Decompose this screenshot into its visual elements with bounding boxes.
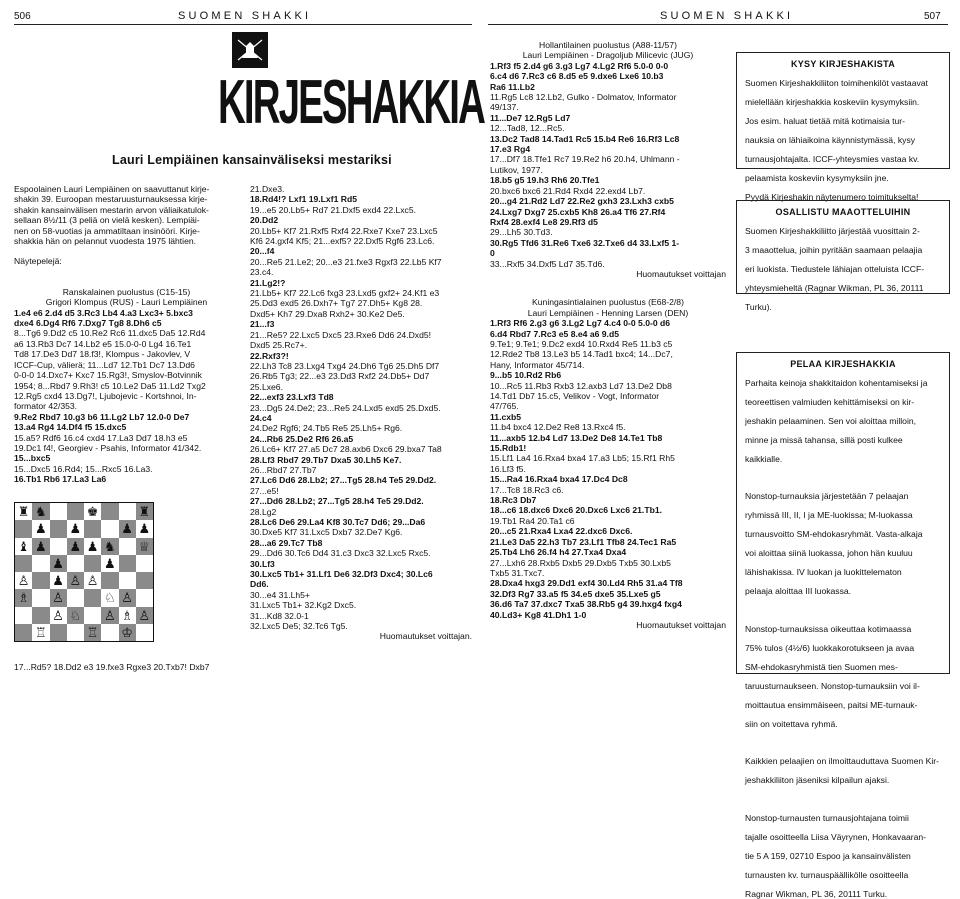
sidebar-line: lähishakissa. IV luokan ja luokittelematon	[745, 567, 902, 578]
board-square	[136, 555, 153, 572]
move-line: Turku).	[745, 301, 772, 312]
board-square: ♞	[101, 538, 118, 555]
board-square	[50, 624, 67, 641]
right-header-rule	[488, 24, 948, 25]
move-line: 30...e4 31.Lh5+	[250, 589, 310, 600]
board-square: ♗	[15, 589, 32, 606]
board-square: ♟	[50, 555, 67, 572]
board-square: ♟	[84, 538, 101, 555]
board-square	[32, 589, 49, 606]
board-square: ♘	[67, 607, 84, 624]
move-line: Kf6 24.gxf4 Kf5; 21...exf5? 22.Dxf5 Rgf6 23.Lc6.	[250, 236, 435, 247]
board-square: ♖	[32, 624, 49, 641]
sidebar-line: Nonstop-turnauksia järjestetään 7 pelaajan	[745, 491, 909, 502]
move-line: a6 13.Rb3 Dc7 14.Lb2 e5 15.0-0-0 Lg4 16.Te1	[14, 338, 192, 349]
board-square: ♟	[32, 520, 49, 537]
move-line: 11.Rg5 Lc8 12.Lb2, Gulko - Dolmatov, Informator	[490, 92, 677, 103]
sidebar-line: teoreettisen valmiuden kehittämiseksi on kir-	[745, 396, 915, 407]
sidebar-line: tajalle osoitteella Liisa Väyrynen, Honkavaaran-	[745, 831, 927, 842]
board-square	[101, 520, 118, 537]
chess-diagram	[14, 502, 154, 642]
board-square: ♟	[32, 538, 49, 555]
sidebar-line: taruusturnaukseen. Nonstop-turnauksiin voi il-	[745, 680, 920, 691]
osallistu-box	[736, 200, 950, 312]
board-square: ♞	[32, 503, 49, 520]
sidebar-line: turnausvoitto SM-ehdokasryhmät. Vasta-alkaja	[745, 529, 923, 540]
move-line: 11...De7 12.Rg5 Ld7	[490, 112, 571, 123]
move-line: 27...Lxh6 28.Rxb5 Dxb5 29.Dxb5 Txb5 30.Lxb5	[490, 557, 671, 568]
move-line: 15...Ra4 16.Rxa4 bxa4 17.Dc4 Dc8	[490, 474, 628, 485]
move-line: 28...a6 29.Tc7 Tb8	[250, 537, 323, 548]
board-square: ♘	[101, 589, 118, 606]
move-line: 22...exf3 23.Lxf3 Td8	[250, 392, 334, 403]
board-square	[84, 589, 101, 606]
move-line: yhteysmieheltä (Ragnar Wikman, PL 36, 20111	[745, 282, 924, 293]
move-line: Lutikov, 1977.	[490, 164, 543, 175]
sidebar-line: Ragnar Wikman, PL 36, 20111 Turku.	[745, 888, 888, 899]
board-square: ♗	[119, 607, 136, 624]
move-line: 1.Rf3 f5 2.d4 g6 3.g3 Lg7 4.Lg2 Rf6 5.0-0 0-0	[490, 60, 669, 71]
move-line: dxe4 6.Dg4 Rf6 7.Dxg7 Tg8 8.Dh6 c5	[14, 318, 162, 329]
move-line: sellaan 8½/11 (3 peliä on vielä kesken). Lempiäi-	[14, 215, 200, 226]
sidebar-line: kaikkialle.	[745, 453, 783, 464]
move-line: 22.Rxf3?!	[250, 350, 289, 361]
move-line: 27.Lc6 Dd6 28.Lb2; 27...Tg5 28.h4 Te5 29.Dd2.	[250, 475, 437, 486]
move-line: 20.Lb5+ Kf7 21.Rxf5 Rxf4 22.Rxe7 Kxe7 23.Lxc5	[250, 225, 438, 236]
move-line: Ra6 11.Lb2	[490, 81, 535, 92]
board-square	[32, 607, 49, 624]
move-line: 21.Lb5+ Kf7 22.Lc6 fxg3 23.Lxd5 gxf2+ 24.Kf1 e3	[250, 288, 440, 299]
sidebar-line: turnausten kv. turnauspäällikölle osoitteella	[745, 869, 909, 880]
move-line: 9...b5 10.Rd2 Rb6	[490, 370, 562, 381]
board-square	[101, 572, 118, 589]
move-line: 9.Re2 Rbd7 10.g3 b6 11.Lg2 Lb7 12.0-0 De7	[14, 411, 190, 422]
board-square	[50, 520, 67, 537]
board-square: ♟	[136, 520, 153, 537]
osallistu-title: OSALLISTU MAAOTTELUIHIN	[775, 207, 911, 217]
board-square	[119, 572, 136, 589]
move-line: 12.Rde2 Tb8 13.Le3 b5 14.Tad1 bxc4; 14...Dc7,	[490, 349, 673, 360]
sidebar-line: tie 5 A 159, 02710 Espoo ja kansainvälisten	[745, 850, 911, 861]
board-square	[15, 607, 32, 624]
board-square	[67, 589, 84, 606]
move-line: turnausjohtajalta. ICCF-yhteysmies vastaa kv.	[745, 153, 920, 164]
move-line: 15...bxc5	[14, 453, 51, 464]
move-line: 47/765.	[490, 401, 519, 412]
move-line: 27...e5!	[250, 485, 279, 496]
masthead-title: KIRJESHAKKIA	[218, 68, 485, 137]
move-line: nauksia on lähiaikoina käynnistymässä, kysy	[745, 134, 916, 145]
move-line: 20.Dd2	[250, 215, 279, 226]
osallistu-body	[737, 226, 949, 312]
move-line: 17...Df7 18.Tfe1 Rc7 19.Re2 h6 20.h4, Uhlmann -	[490, 154, 680, 165]
board-square	[84, 607, 101, 624]
sidebar-line: ryhmissä III, II, I ja ME-luokissa; M-luokassa	[745, 510, 913, 521]
kysy-body	[737, 78, 949, 202]
board-square	[119, 538, 136, 555]
move-line: 20...Re5 21.Le2; 20...e3 21.fxe3 Rgxf3 22.Lb5 Kf7	[250, 256, 442, 267]
sidebar-line: voi aloittaa siinä luokassa, johon hän kuuluu	[745, 548, 913, 559]
game1-moves-col1	[14, 308, 239, 485]
board-square: ♙	[15, 572, 32, 589]
move-line: 22.Lh3 Tc8 23.Lxg4 Txg4 24.Dh6 Tg6 25.Dh5 Df7	[250, 360, 440, 371]
move-line: shakin kansainvälisen mestarin arvon väliaikatulok-	[14, 204, 209, 215]
move-line: 29...Dd6 30.Tc6 Dd4 31.c3 Dxc3 32.Lxc5 Rxc5.	[250, 548, 431, 559]
move-line: 49/137.	[490, 102, 519, 113]
board-square	[136, 572, 153, 589]
left-running-head: SUOMEN SHAKKI	[178, 10, 312, 22]
move-line: ICCF-Cup, välierä; 11...Ld7 12.Tb1 Dc7 13.Dd6	[14, 359, 195, 370]
move-line: 12...Tad8, 12...Rc5.	[490, 123, 565, 134]
board-square	[67, 503, 84, 520]
move-line: 0	[490, 248, 495, 259]
sidebar-line: pelaaja aloittaa III luokassa.	[745, 586, 852, 597]
left-page-number: 506	[14, 11, 31, 22]
move-line: 30.Lf3	[250, 558, 275, 569]
right-column-1	[490, 40, 726, 630]
move-line: 11.b4 bxc4 12.De2 Re8 13.Rxc4 f5.	[490, 422, 626, 433]
board-square	[136, 589, 153, 606]
move-line: 30.Lxc5 Tb1+ 31.Lf1 De6 32.Df3 Dxc4; 30.Lc6	[250, 569, 433, 580]
move-line: 25.Lxe6.	[250, 381, 283, 392]
move-line: 11...axb5 12.b4 Ld7 13.De2 De8 14.Te1 Tb8	[490, 432, 663, 443]
move-line: 6.c4 d6 7.Rc3 c6 8.d5 e5 9.dxe6 Lxe6 10.b3	[490, 71, 664, 82]
move-line: 1.e4 e6 2.d4 d5 3.Rc3 Lb4 4.a3 Lxc3+ 5.bxc3	[14, 307, 193, 318]
move-line: 28.Lg2	[250, 506, 277, 517]
move-line: shakin 39. Euroopan mestaruusturnauksessa kirje-	[14, 194, 208, 205]
sidebar-line: moittautua ensimmäiseen, paitsi ME-turnauk-	[745, 699, 918, 710]
move-line: formator 42/353.	[14, 401, 78, 412]
move-line: mielellään kirjeshakkia koskeviin kysymyksiin.	[745, 96, 920, 107]
board-square	[101, 503, 118, 520]
move-line: Td8 17.De3 Dd7 18.f3!, Klompus - Jakovlev, V	[14, 349, 191, 360]
move-line: 13.a4 Rg4 14.Df4 f5 15.dxc5	[14, 422, 127, 433]
game3-moves	[490, 318, 726, 620]
move-line: 1.Rf3 Rf6 2.g3 g6 3.Lg2 Lg7 4.c4 0-0 5.0-0 d6	[490, 318, 671, 329]
board-square: ♙	[67, 572, 84, 589]
sidebar-line: jeshakkiliiton jäseniksi kilpailun ajaksi.	[745, 775, 890, 786]
sidebar-line: minne ja missä tahansa, sillä posti kulkee	[745, 434, 903, 445]
move-line: 20...c5 21.Rxa4 Lxa4 22.dxc6 Dxc6.	[490, 526, 633, 537]
game1-moves-col2	[250, 184, 472, 631]
move-line: 26...Rbd7 27.Tb7	[250, 464, 317, 475]
move-line: 18.Rc3 Db7	[490, 495, 537, 506]
move-line: Hany, Informator 45/714.	[490, 359, 585, 370]
kysy-box	[736, 52, 950, 202]
article-subtitle: Lauri Lempiäinen kansainväliseksi mestariksi	[112, 153, 392, 167]
move-line: 28.Lf3 Rbd7 29.Tb7 Dxa5 30.Lh5 Ke7.	[250, 454, 402, 465]
move-line: 19.Tb1 Ra4 20.Ta1 c6	[490, 515, 575, 526]
move-line: 3 maaottelua, joihin pyritään saamaan pelaajia	[745, 244, 923, 255]
kysy-title: KYSY KIRJESHAKISTA	[790, 59, 896, 69]
move-line: Txb5 31.Txc7.	[490, 567, 545, 578]
move-line: 15.Rdb1!	[490, 443, 527, 454]
move-line: 21.Lg2!?	[250, 277, 286, 288]
move-line: 21.Dxe3.	[250, 184, 285, 194]
pelaa-body	[737, 378, 949, 899]
game3-notes: Huomautukset voittajan	[636, 619, 726, 630]
move-line: Rxf4 28.exf4 Le8 29.Rf3 d5	[490, 216, 598, 227]
board-square	[32, 572, 49, 589]
game1-notes: Huomautukset voittajan.	[379, 631, 472, 642]
board-square	[101, 624, 118, 641]
move-line: 13.Dc2 Tad8 14.Tad1 Rc5 15.b4 Re6 16.Rf3 Lc8	[490, 133, 680, 144]
move-line: Suomen Kirjeshakkiliiton toimihenkilöt vastaavat	[745, 77, 928, 88]
board-square: ♙	[119, 589, 136, 606]
move-line: 26.Lc6+ Kf7 27.a5 Dc7 28.axb6 Dxc6 29.bxa7 Ta8	[250, 444, 442, 455]
board-square	[15, 555, 32, 572]
sidebar-line: jeshakin pelaaminen. Sen voi aloittaa milloin,	[745, 415, 917, 426]
board-square	[50, 503, 67, 520]
board-square: ♕	[136, 538, 153, 555]
move-line: 11.cxb5	[490, 411, 522, 422]
move-line: 12.Rg5 cxd4 13.Dg7!, Ljubojevic - Kortshnoi, In-	[14, 390, 197, 401]
move-line: eri luokista. Tiedustele lähiajan otteluista ICCF-	[745, 263, 925, 274]
intro-paragraph	[14, 184, 239, 246]
board-square	[15, 520, 32, 537]
board-square: ♙	[50, 589, 67, 606]
move-line: 8...Tg6 9.Dd2 c5 10.Re2 Rc6 11.dxc5 Da5 12.Rd4	[14, 328, 206, 339]
move-line: nen on 58-vuotias ja ammatiltaan insinööri. Kirje-	[14, 225, 200, 236]
board-square	[119, 555, 136, 572]
game1-event: Ranskalainen puolustus (C15-15)	[62, 286, 191, 297]
move-line: 24.c4	[250, 412, 272, 423]
diagram-caption	[14, 662, 254, 672]
move-line: 26.Rb5 Tg3; 22...e3 23.Dd3 Rxf2 24.Db5+ Dd7	[250, 371, 430, 382]
board-square: ♙	[101, 607, 118, 624]
right-running-head: SUOMEN SHAKKI	[660, 10, 794, 22]
board-square: ♙	[50, 607, 67, 624]
move-line: pelaamista koskeviin kysymyksiin jne.	[745, 172, 889, 183]
board-square	[67, 624, 84, 641]
left-column-1	[14, 184, 239, 485]
sidebar-line: siin on voitettava ryhmä.	[745, 718, 838, 729]
move-line: 24.De2 Rgf6; 24.Tb5 Re5 25.Lh5+ Rg6.	[250, 423, 403, 434]
sidebar-line: SM-ehdokasryhmistä tien Suomen mes-	[745, 661, 898, 672]
board-square	[50, 538, 67, 555]
move-line: 15.a5? Rdf6 16.c4 cxd4 17.La3 Dd7 18.h3 e5	[14, 432, 188, 443]
pelaa-title: PELAA KIRJESHAKKIA	[790, 359, 896, 369]
board-square	[84, 520, 101, 537]
move-line: Espoolainen Lauri Lempiäinen on saavuttanut kirje-	[14, 184, 210, 194]
sidebar-line: Parhaita keinoja shakkitaidon kohentamiseksi ja	[745, 377, 928, 388]
move-line: 21...f3	[250, 319, 275, 330]
move-line: 1954; 8...Rbd7 9.Rh3! c5 10.Le2 Da5 11.Ld2 Txg2	[14, 380, 206, 391]
move-line: 31...Kd8 32.0-1	[250, 610, 309, 621]
move-line: 15...Dxc5 16.Rd4; 15...Rxc5 16.La3.	[14, 463, 153, 474]
move-line: 0-0-0 14.Dxc7+ Kxc7 15.Rg3!, Smyslov-Botvinnik	[14, 370, 202, 381]
move-line: Suomen Kirjeshakkiliitto järjestää vuosittain 2-	[745, 225, 920, 236]
move-line: 30.Rg5 Tfd6 31.Re6 Txe6 32.Txe6 d4 33.Lxf5 1-	[490, 237, 680, 248]
diagram-caption-text: 17...Rd5? 18.Dd2 e3 19.fxe3 Rgxe3 20.Txb7! Dxb7	[14, 662, 210, 672]
game3-players: Lauri Lempiäinen - Henning Larsen (DEN)	[527, 307, 689, 318]
sidebar-line: Nonstop-turnausten turnausjohtajana toimii	[745, 812, 909, 823]
move-line: 20...g4 21.Rd2 Ld7 22.Re2 gxh3 23.Lxh3 cxb5	[490, 196, 674, 207]
move-line: 17.e3 Rg4	[490, 144, 531, 155]
samples-label: Näytepelejä:	[14, 256, 62, 267]
move-line: 31.Lxc5 Tb1+ 32.Kg2 Dxc5.	[250, 600, 357, 611]
board-square: ♙	[136, 607, 153, 624]
move-line: 40.Ld3+ Kg8 41.Dh1 1-0	[490, 609, 587, 620]
game2-players: Lauri Lempiäinen - Dragoljub Milicevic (JUG)	[522, 50, 694, 61]
board-square: ♚	[84, 503, 101, 520]
game1-players: Grigori Klompus (RUS) - Lauri Lempiäinen	[45, 297, 208, 308]
move-line: 23...Dg5 24.De2; 23...Re5 24.Lxd5 exd5 25.Dxd5.	[250, 402, 441, 413]
move-line: 23.c4.	[250, 267, 274, 278]
move-line: 6.d4 Rbd7 7.Rc3 e5 8.e4 a6 9.d5	[490, 328, 619, 339]
move-line: Pyydä Kirjeshakin näytenumero toimitukselta!	[745, 191, 919, 202]
game2-moves	[490, 61, 726, 269]
chess-emblem-icon	[232, 32, 268, 68]
move-line: 18.b5 g5 19.h3 Rh6 20.Tfe1	[490, 175, 600, 186]
board-square: ♟	[50, 572, 67, 589]
move-line: 27...Dd6 28.Lb2; 27...Tg5 28.h4 Te5 29.Dd2.	[250, 496, 424, 507]
move-line: 25.Tb4 Lh6 26.f4 h4 27.Txa4 Dxa4	[490, 547, 627, 558]
board-square	[136, 624, 153, 641]
move-line: 14.Td1 Db7 15.c5, Velikov - Vogt, Informator	[490, 391, 660, 401]
move-line: 20.bxc6 bxc6 21.Rd4 Rxd4 22.exd4 Lb7.	[490, 185, 646, 196]
board-square: ♜	[15, 503, 32, 520]
left-column-2	[250, 184, 472, 642]
right-page-number: 507	[924, 11, 941, 22]
move-line: 16.Lf3 f5.	[490, 463, 526, 474]
sidebar-line: Nonstop-turnauksissa oikeuttaa kotimaassa	[745, 623, 912, 634]
sidebar-line: Kaikkien pelaajien on ilmoittauduttava Suomen Kir-	[745, 756, 939, 767]
move-line: 29...Lh5 30.Td3.	[490, 227, 553, 238]
move-line: 24...Rb6 25.De2 Rf6 26.a5	[250, 433, 354, 444]
move-line: 9.Te1; 9.Te1; 9.Dc2 exd4 10.Rxd4 Re5 11.b3 c5	[490, 338, 673, 349]
board-square	[32, 555, 49, 572]
move-line: 25.Dd3 exd5 26.Dxh7+ Tg7 27.Dh5+ Kg8 28.	[250, 298, 423, 309]
move-line: 28.Dxa4 hxg3 29.Dd1 exf4 30.Ld4 Rh5 31.a4 Tf8	[490, 578, 683, 589]
move-line: Dxd5 25.Rc7+.	[250, 340, 308, 351]
move-line: 20...f4	[250, 246, 275, 257]
board-square: ♔	[119, 624, 136, 641]
move-line: 28.Lc6 De6 29.La4 Kf8 30.Tc7 Dd6; 29...Da6	[250, 517, 426, 527]
move-line: 18.Rd4!? Lxf1 19.Lxf1 Rd5	[250, 194, 357, 205]
move-line: 32.Df3 Rg7 33.a5 f5 34.e5 dxe5 35.Lxe5 g5	[490, 588, 661, 599]
board-square: ♟	[67, 538, 84, 555]
board-square: ♟	[67, 520, 84, 537]
move-line: 19.Dc1 f4!, Georgiev - Psahis, Informator 41/342.	[14, 442, 202, 453]
move-line: shakkia hän on pelannut vuodesta 1975 lähtien.	[14, 236, 197, 247]
board-square: ♜	[136, 503, 153, 520]
move-line: 18...c6 18.dxc6 Dxc6 20.Dxc6 Lxc6 21.Tb1.	[490, 505, 662, 516]
move-line: 24.Lxg7 Dxg7 25.cxb5 Kh8 26.a4 Tf6 27.Rf4	[490, 206, 666, 217]
board-square	[84, 555, 101, 572]
board-square: ♝	[15, 538, 32, 555]
move-line: Dxd5+ Kh7 29.Dxa8 Rxh2+ 30.Ke2 De5.	[250, 308, 405, 319]
board-square: ♙	[84, 572, 101, 589]
move-line: 15.Lf1 La4 16.Rxa4 bxa4 17.a3 Lb5; 15.Rf1 Rh5	[490, 453, 675, 464]
board-square: ♟	[119, 520, 136, 537]
game2-event: Hollantilainen puolustus (A88-11/57)	[539, 40, 677, 50]
game2-notes: Huomautukset voittajan	[636, 268, 726, 279]
left-header-rule	[14, 24, 472, 25]
board-square: ♖	[84, 624, 101, 641]
move-line: 32.Lxc5 De5; 32.Tc6 Tg5.	[250, 621, 348, 632]
board-square	[15, 624, 32, 641]
move-line: 10...Rc5 11.Rb3 Rxb3 12.axb3 Ld7 13.De2 Db8	[490, 380, 672, 391]
move-line: Jos esim. haluat tietää mitä kotimaisia tur-	[745, 115, 905, 126]
move-line: 21.Le3 Da5 22.h3 Tb7 23.Lf1 Tfb8 24.Tec1 Ra5	[490, 536, 677, 547]
board-square: ♟	[101, 555, 118, 572]
move-line: 33...Rxf5 34.Dxf5 Ld7 35.Td6.	[490, 258, 605, 269]
pelaa-box	[736, 352, 950, 899]
board-square	[119, 503, 136, 520]
move-line: 36.d6 Ta7 37.dxc7 Txa5 38.Rb5 g4 39.hxg4 fxg4	[490, 599, 682, 610]
move-line: 17...Tc8 18.Rc3 c6.	[490, 484, 564, 495]
move-line: Dd6.	[250, 579, 269, 590]
game3-event: Kuningasintialainen puolustus (E68-2/8)	[532, 297, 684, 308]
move-line: 30.Dxe5 Kf7 31.Lxc5 Dxb7 32.De7 Kg6.	[250, 527, 403, 538]
masthead	[180, 32, 485, 144]
board-square	[67, 555, 84, 572]
move-line: 19...e5 20.Lb5+ Rd7 21.Dxf5 exd4 22.Lxc5.	[250, 204, 417, 215]
move-line: 16.Tb1 Rb6 17.La3 La6	[14, 474, 107, 485]
move-line: 21...Re5? 22.Lxc5 Dxc5 23.Rxe6 Dd6 24.Dxd5!	[250, 329, 432, 340]
sidebar-line: 75% tulos (4½/6) luokkakorotukseen ja avaa	[745, 642, 915, 653]
